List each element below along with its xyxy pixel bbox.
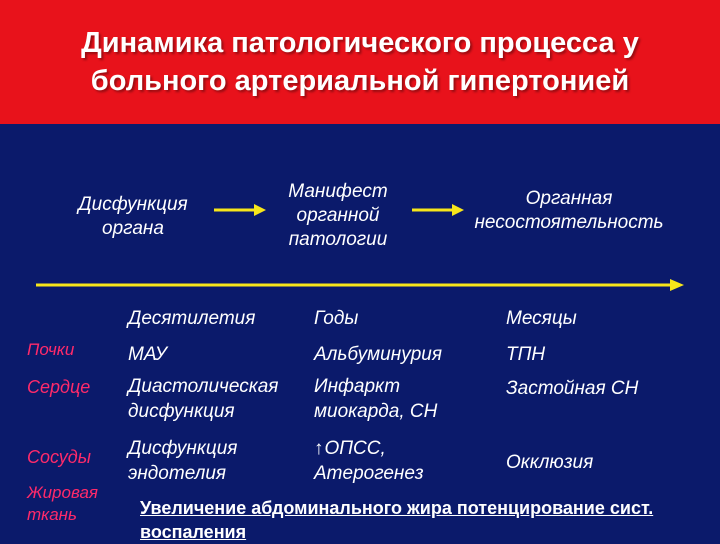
organ-label-vessels: Сосуды xyxy=(27,447,92,467)
right-arrow-icon xyxy=(212,202,268,218)
up-arrow-icon: ↑ xyxy=(314,438,324,459)
cell-kidneys-years: Альбуминурия xyxy=(314,344,442,365)
cell-heart-decades: Диастолическая дисфункция xyxy=(128,376,279,422)
cell-heart-years: Инфаркт миокарда, СН xyxy=(314,376,438,422)
title-banner xyxy=(0,0,720,124)
cell-kidneys-months: ТПН xyxy=(506,344,546,365)
stage-failure: Органная несостоятельность xyxy=(474,188,664,233)
cell-kidneys-decades: МАУ xyxy=(128,344,167,365)
timeline-arrow-icon xyxy=(34,277,686,293)
cell-vessels-years-wrap xyxy=(314,436,464,486)
cell-heart-months: Застойная СН xyxy=(506,378,639,399)
column-header-decades: Десятилетия xyxy=(128,308,256,329)
slide-title: Динамика патологического процесса у больного артериальной гипертонией xyxy=(81,27,639,97)
organ-label-adipose: Жировая ткань xyxy=(27,483,98,524)
adipose-note: Увеличение абдоминального жира потенцирование сист. воспаления xyxy=(140,498,654,542)
organ-label-heart: Сердце xyxy=(27,377,91,397)
cell-vessels-months: Окклюзия xyxy=(506,452,594,473)
column-header-months: Месяцы xyxy=(506,308,577,329)
cell-vessels-years: ОПСС, Атерогенез xyxy=(314,438,424,484)
organ-label-kidneys: Почки xyxy=(27,340,75,359)
stage-dysfunction: Дисфункция органа xyxy=(78,194,188,239)
cell-vessels-decades: Дисфункция эндотелия xyxy=(128,438,238,484)
stage-manifest: Манифест органной патологии xyxy=(288,181,388,250)
column-header-years: Годы xyxy=(314,308,359,329)
